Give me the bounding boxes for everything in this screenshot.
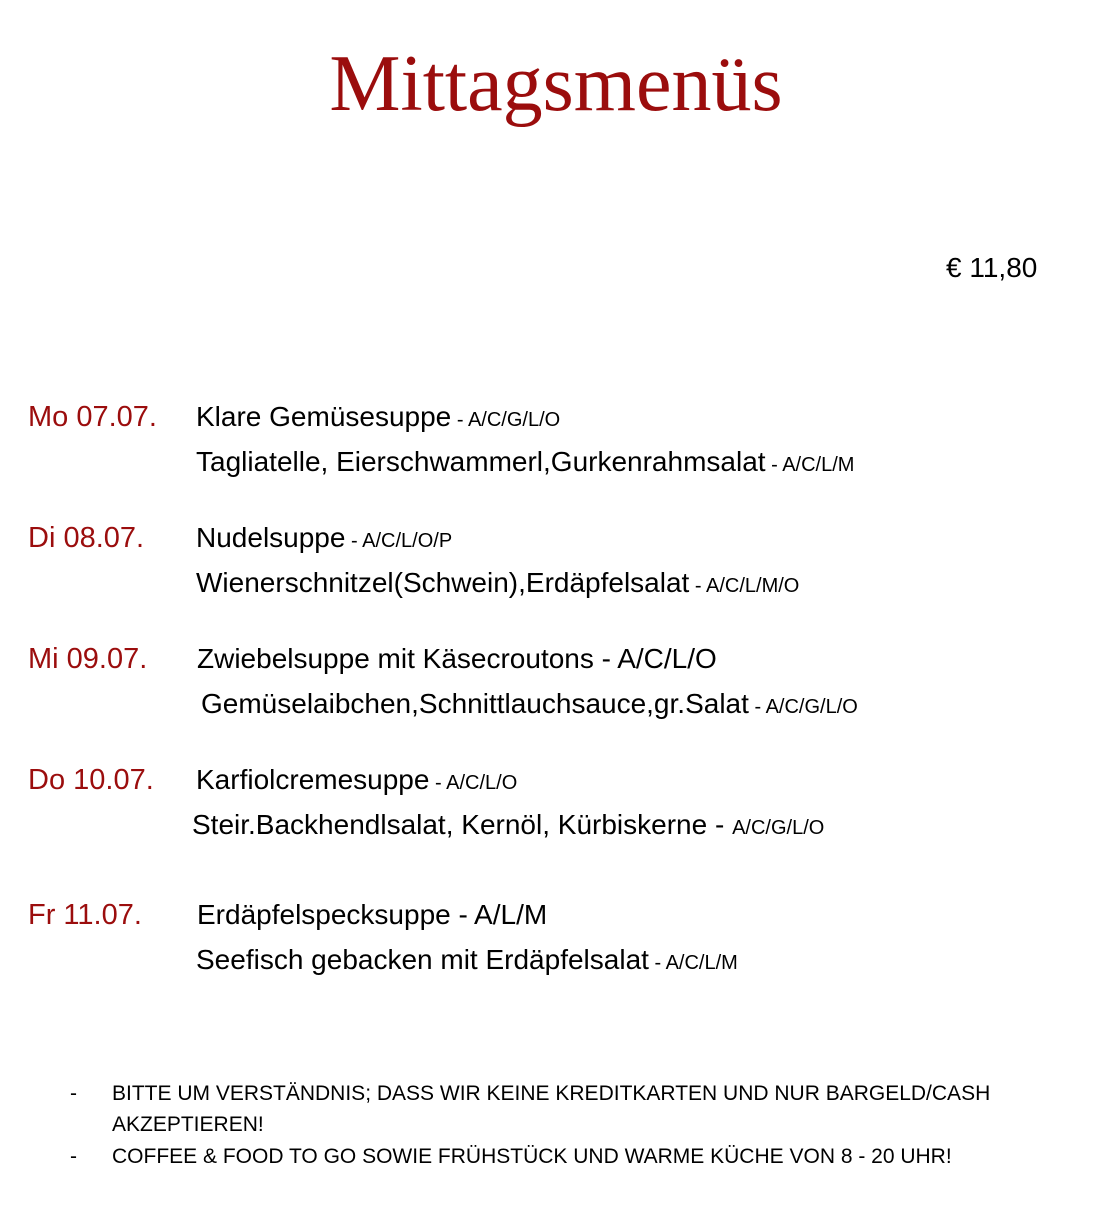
allergen-codes: A/C/G/L/O: [467, 409, 561, 431]
allergen-codes: A/C/L/O: [446, 772, 518, 794]
allergen-codes: A/C/L/O/P: [362, 530, 453, 552]
page-title: Mittagsmenüs: [329, 40, 783, 128]
day-label: Di 08.07.: [28, 522, 145, 554]
soup-name: Nudelsuppe: [196, 522, 346, 553]
soup-line: [196, 520, 452, 559]
allergen-sep: -: [451, 409, 468, 431]
menu-day-mi: [0, 641, 1112, 741]
main-line: [192, 807, 824, 846]
day-label: Mi 09.07.: [28, 643, 148, 675]
allergen-sep: -: [429, 772, 447, 794]
menu-price: € 11,80: [946, 252, 1038, 283]
day-label: Do 10.07.: [28, 764, 154, 796]
menu-day-di: [0, 520, 1112, 620]
soup-line: [196, 399, 560, 438]
allergen-codes: A/C/L/M/O: [706, 575, 800, 597]
allergen-codes: A/C/L/M: [782, 454, 855, 476]
note-text: COFFEE & FOOD TO GO SOWIE FRÜHSTÜCK UND WARME KÜCHE VON 8 - 20 UHR!: [112, 1145, 952, 1168]
allergen-sep: -: [345, 530, 363, 552]
main-name: Wienerschnitzel(Schwein),Erdäpfelsalat: [196, 567, 690, 598]
soup-line: [197, 641, 717, 680]
main-line: [196, 444, 854, 483]
main-name: Steir.Backhendlsalat, Kernöl, Kürbiskerne -: [192, 809, 733, 840]
main-name: Seefisch gebacken mit Erdäpfelsalat: [196, 944, 649, 975]
day-label: Mo 07.07.: [28, 401, 157, 433]
main-name: Tagliatelle, Eierschwammerl,Gurkenrahmsalat: [196, 446, 766, 477]
main-line: [196, 565, 799, 604]
main-line: [201, 686, 858, 725]
note-text: BITTE UM VERSTÄNDNIS; DASS WIR KEINE KREDITKARTEN UND NUR BARGELD/CASH AKZEPTIEREN!: [112, 1082, 991, 1136]
day-label: Fr 11.07.: [28, 899, 142, 931]
main-name: Gemüselaibchen,Schnittlauchsauce,gr.Salat: [201, 688, 749, 719]
menu-day-fr: [0, 897, 1112, 997]
allergen-codes: A/C/G/L/O: [732, 817, 825, 839]
soup-name: Karfiolcremesuppe: [196, 764, 430, 795]
soup-line: [196, 762, 517, 801]
main-line: [196, 942, 738, 981]
allergen-codes: A/C/G/L/O: [765, 696, 858, 718]
allergen-codes: A/C/L/M: [665, 952, 738, 974]
allergen-sep: -: [748, 696, 766, 718]
menu-day-do: [0, 762, 1112, 862]
allergen-sep: -: [765, 454, 783, 476]
soup-line: [197, 897, 547, 936]
allergen-sep: -: [689, 575, 706, 597]
soup-name: Zwiebelsuppe mit Käsecroutons - A/C/L/O: [197, 643, 717, 674]
bullet-dash: -: [70, 1082, 77, 1105]
bullet-dash: -: [70, 1145, 77, 1168]
soup-name: Klare Gemüsesuppe: [196, 401, 452, 432]
soup-name: Erdäpfelspecksuppe - A/L/M: [197, 899, 548, 930]
menu-day-mo: [0, 399, 1112, 499]
allergen-sep: -: [648, 952, 666, 974]
